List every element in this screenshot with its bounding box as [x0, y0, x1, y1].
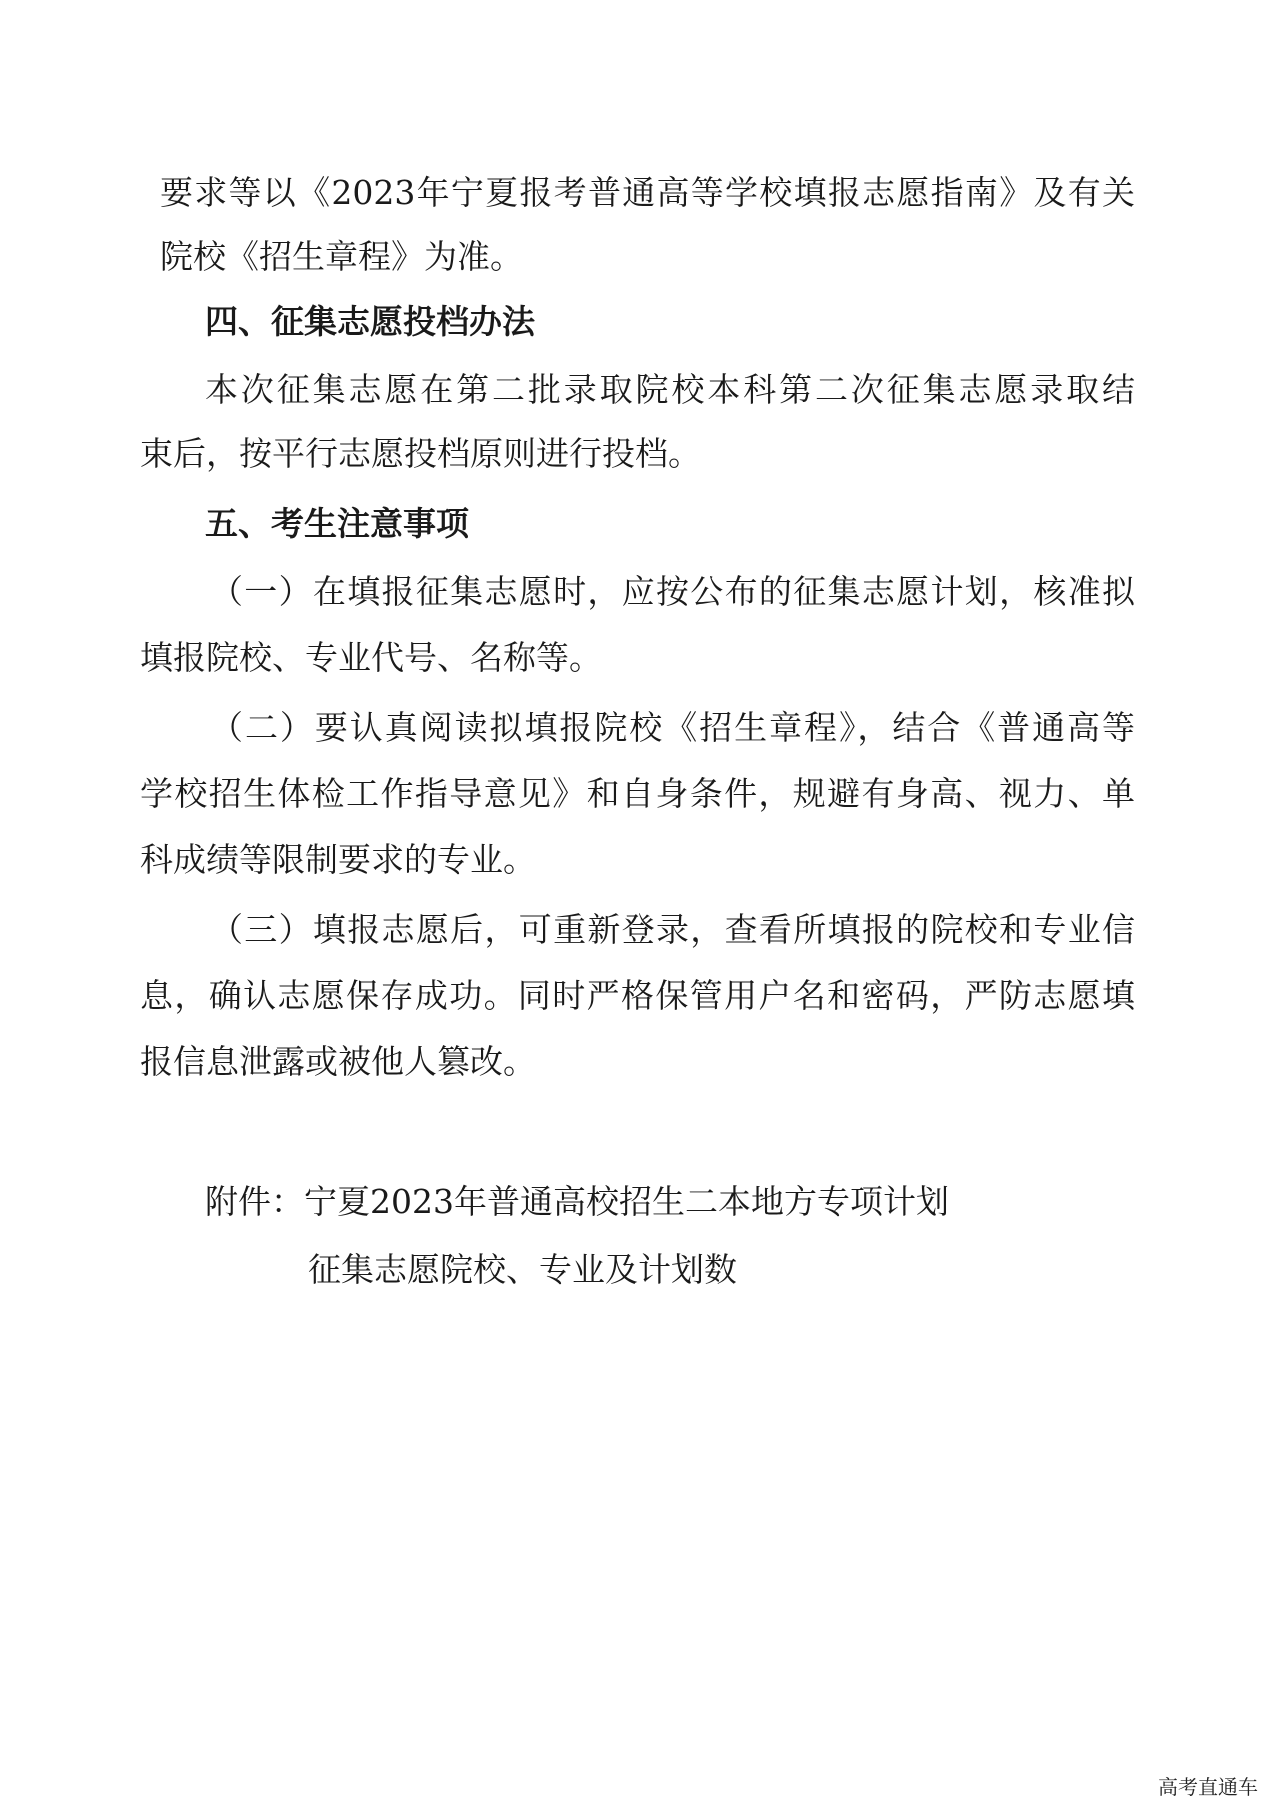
item-2-line-2: 学校招生体检工作指导意见》和自身条件，规避有身高、视力、单 [140, 774, 1135, 813]
section-4-line-2: 束后，按平行志愿投档原则进行投档。 [140, 434, 701, 473]
item-3-line-2: 息，确认志愿保存成功。同时严格保管用户名和密码，严防志愿填 [140, 976, 1135, 1015]
section-4-heading: 四、征集志愿投档办法 [205, 302, 535, 341]
attachment-line-2: 征集志愿院校、专业及计划数 [308, 1250, 737, 1289]
item-1-line-1: （一）在填报征集志愿时，应按公布的征集志愿计划，核准拟 [210, 572, 1135, 611]
attachment-line-1: 附件：宁夏2023年普通高校招生二本地方专项计划 [205, 1182, 949, 1221]
section-5-heading: 五、考生注意事项 [205, 504, 469, 543]
item-3-line-1: （三）填报志愿后，可重新登录，查看所填报的院校和专业信 [210, 910, 1135, 949]
section-4-line-1: 本次征集志愿在第二批录取院校本科第二次征集志愿录取结 [205, 370, 1135, 409]
item-2-line-1: （二）要认真阅读拟填报院校《招生章程》，结合《普通高等 [210, 708, 1135, 747]
item-3-line-3: 报信息泄露或被他人篡改。 [140, 1042, 536, 1081]
item-2-line-3: 科成绩等限制要求的专业。 [140, 840, 536, 879]
watermark-label: 高考直通车 [1158, 1775, 1258, 1799]
item-1-line-2: 填报院校、专业代号、名称等。 [140, 638, 602, 677]
continuation-line-2: 院校《招生章程》为准。 [160, 237, 523, 276]
continuation-line-1: 要求等以《2023年宁夏报考普通高等学校填报志愿指南》及有关 [160, 173, 1135, 212]
